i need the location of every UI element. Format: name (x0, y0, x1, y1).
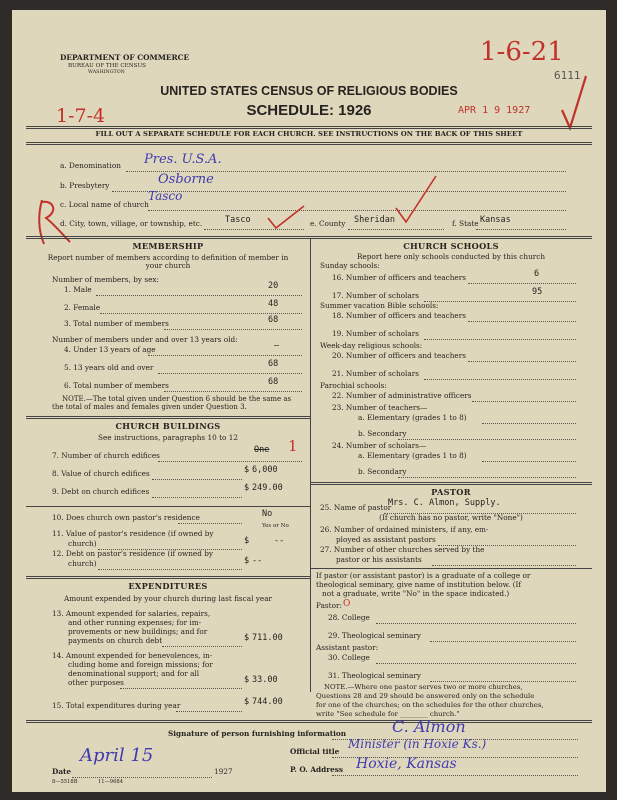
q10-line (178, 523, 242, 524)
q10-label: 10. Does church own pastor's residence (52, 513, 200, 522)
county-label: e. County (310, 219, 346, 228)
city-label: d. City, town, village, or township, etc. (60, 219, 203, 228)
q17-label: 17. Number of scholars (332, 291, 419, 300)
q31-line (430, 681, 576, 682)
form-number-2: 11—9684 (98, 779, 123, 785)
q18-line (468, 321, 576, 322)
q27-label-a: 27. Number of other churches served by the (320, 545, 485, 554)
official-title-label: Official title (290, 747, 340, 756)
membership-note: NOTE.—The total given under Question 6 should be the same as the total of males and females given under Question 3. (52, 395, 292, 412)
q28-line (376, 623, 576, 624)
q2-line (100, 313, 302, 314)
vacation-label: Summer vacation Bible schools: (320, 301, 439, 310)
expenditures-title: EXPENDITURES (128, 581, 208, 591)
q12-line (98, 569, 242, 570)
note-line1: NOTE.—Where one pastor serves two or more churches, (324, 683, 523, 691)
q4-value: — (274, 341, 280, 351)
q18-label: 18. Number of officers and teachers (332, 311, 466, 320)
q8-label: 8. Value of church edifices (52, 469, 150, 478)
q8-value: 6,000 (252, 465, 278, 475)
instruction-rule (26, 142, 592, 145)
q9-dollar: $ (244, 483, 250, 493)
q13-label-a: 13. Amount expended for salaries, repairs, (52, 609, 211, 618)
q6-line (164, 391, 302, 392)
presbytery-value: Osborne (158, 172, 214, 187)
q24a-line (482, 461, 576, 462)
yes-no-caption: Yes or No (262, 523, 289, 529)
header-rule (26, 126, 592, 129)
q3-line (164, 329, 302, 330)
church-name-line (148, 210, 566, 211)
address-label: P. O. Address (290, 765, 343, 774)
q12-value: -- (252, 556, 263, 566)
q27-line (432, 565, 576, 566)
buildings-title: CHURCH BUILDINGS (115, 421, 221, 431)
bureau-label: BUREAU OF THE CENSUS (68, 63, 147, 69)
q3-label: 3. Total number of members (64, 319, 169, 328)
q11-dollar: $ (244, 536, 250, 546)
denomination-value: Pres. U.S.A. (144, 152, 222, 167)
q5-value: 68 (268, 359, 279, 369)
church-name-value: Tasco (148, 189, 183, 203)
q8-dollar: $ (244, 465, 250, 475)
q11-value: -- (274, 536, 285, 546)
form-number: 8—5518B (52, 779, 78, 785)
q12-dollar: $ (244, 556, 250, 566)
buildings-see: See instructions, paragraphs 10 to 12 (97, 433, 239, 442)
date-label: Date (52, 767, 72, 776)
date-value: April 15 (80, 745, 154, 766)
q3-value: 68 (268, 315, 279, 325)
code-top-handwritten: 1-6-21 (480, 37, 564, 67)
q24-label: 24. Number of scholars— (332, 441, 427, 450)
pastor-rule (310, 482, 592, 485)
q14-label-a: 14. Amount expended for benevolences, in- (52, 651, 213, 660)
q6-label: 6. Total number of members (64, 381, 169, 390)
membership-intro: Report number of members according to definition of member in your church (47, 253, 289, 271)
official-title-value: Minister (in Hoxie Ks.) (348, 737, 487, 751)
q4-label: 4. Under 13 years of age (64, 345, 156, 354)
q30-label: 30. College (328, 653, 370, 662)
q9-value: 249.00 (252, 483, 283, 493)
address-value: Hoxie, Kansas (356, 756, 457, 772)
q28-label: 28. College (328, 613, 370, 622)
pastor-res-rule (26, 506, 310, 507)
q19-label: 19. Number of scholars (332, 329, 419, 338)
note-line3: for one of the churches; on the schedules for the other churches, (316, 701, 544, 709)
q15-label: 15. Total expenditures during year (52, 701, 181, 710)
census-schedule-document (12, 10, 606, 792)
city-value: Tasco (225, 215, 251, 225)
assistant-label: Assistant pastor: (316, 643, 379, 652)
expenditures-rule (26, 576, 310, 579)
form-title: UNITED STATES CENSUS OF RELIGIOUS BODIES (160, 84, 458, 98)
note-line2: Questions 28 and 29 should be answered only on the schedule (316, 692, 535, 700)
q13-label-c: provements or new buildings; and for (68, 627, 208, 636)
graduate-rule (310, 568, 592, 569)
q13-label-b: and other running expenses; for im- (68, 618, 202, 627)
church-name-label: c. Local name of church (60, 200, 149, 209)
q23a-line (482, 423, 576, 424)
column-divider (310, 239, 311, 692)
department-label: DEPARTMENT OF COMMERCE (60, 53, 190, 62)
pastor-title: PASTOR (431, 487, 471, 497)
date-year: 1927 (214, 767, 233, 776)
q21-line (424, 379, 576, 380)
q30-line (376, 663, 576, 664)
q26-label-a: 26. Number of ordained ministers, if any, em- (320, 525, 489, 534)
q20-line (468, 361, 576, 362)
q9-line (152, 497, 242, 498)
q31-label: 31. Theological seminary (328, 671, 421, 680)
q14-label-b: cluding home and foreign missions; for (68, 660, 213, 669)
members-by-sex-label: Number of members, by sex: (52, 275, 159, 284)
q7-label: 7. Number of church edifices (52, 451, 160, 460)
city-label: WASHINGTON (88, 70, 125, 75)
q10-value: No (262, 509, 273, 519)
q9-label: 9. Debt on church edifices (52, 487, 150, 496)
q23b-line (398, 439, 576, 440)
q4-line (148, 355, 302, 356)
q2-value: 48 (268, 299, 279, 309)
q29-line (430, 641, 576, 642)
q12-label-a: 12. Debt on pastor's residence (if owned by (52, 549, 214, 558)
q19-line (424, 339, 576, 340)
q5-line (158, 373, 302, 374)
buildings-rule (26, 416, 310, 419)
q21-label: 21. Number of scholars (332, 369, 419, 378)
check-mark (560, 74, 590, 134)
q1-value: 20 (268, 281, 279, 291)
red-check-mark (392, 174, 442, 224)
expenditures-intro: Amount expended by your church during last fiscal year (63, 594, 273, 603)
q25-note: (If church has no pastor, write "None") (379, 513, 523, 522)
q29-label: 29. Theological seminary (328, 631, 421, 640)
signature-value: C. Almon (392, 717, 466, 736)
state-value: Kansas (480, 215, 511, 225)
q15-line (176, 711, 242, 712)
pastor-label: Pastor: (316, 601, 342, 610)
received-stamp: APR 1 9 1927 (458, 105, 531, 116)
q11-label-b: church) (68, 539, 97, 548)
q20-label: 20. Number of officers and teachers (332, 351, 466, 360)
q22-line (472, 401, 576, 402)
pastor-value: O (343, 599, 351, 609)
q7-line (158, 461, 302, 462)
q14-value: 33.00 (252, 675, 278, 685)
grad-line2: theological seminary, give name of institution below. (If (316, 580, 522, 589)
code-left-handwritten: 1-7-4 (56, 105, 106, 127)
grad-line3: not a graduate, write "No" in the space indicated.) (322, 589, 510, 598)
q25-label: 25. Name of pastor (320, 503, 392, 512)
date-line (72, 777, 212, 778)
weekday-label: Week-day religious schools: (320, 341, 423, 350)
q25-value: Mrs. C. Almon, Supply. (388, 498, 501, 508)
q17-line (424, 301, 576, 302)
q12-label-b: church) (68, 559, 97, 568)
county-value: Sheridan (354, 215, 395, 225)
grad-line1: If pastor (or assistant pastor) is a graduate of a college or (316, 571, 531, 580)
note-line4: write "See schedule for ________ church." (316, 710, 460, 718)
q24b-line (398, 477, 576, 478)
q24b-label: b. Secondary (358, 467, 407, 476)
state-label: f. State (452, 219, 479, 228)
q1-label: 1. Male (64, 285, 92, 294)
q13-value: 711.00 (252, 633, 283, 643)
q14-dollar: $ (244, 675, 250, 685)
q14-line (120, 688, 242, 689)
q17-value: 95 (532, 287, 543, 297)
q15-value: 744.00 (252, 697, 283, 707)
q23b-label: b. Secondary (358, 429, 407, 438)
instruction-line: FILL OUT A SEPARATE SCHEDULE FOR EACH CHURCH. SEE INSTRUCTIONS ON THE BACK OF THIS SHEET (95, 130, 523, 138)
parochial-label: Parochial schools: (320, 381, 387, 390)
q24a-label: a. Elementary (grades 1 to 8) (358, 451, 467, 460)
q1-line (96, 295, 302, 296)
q5-label: 5. 13 years old and over (64, 363, 154, 372)
q6-value: 68 (268, 377, 279, 387)
q13-dollar: $ (244, 633, 250, 643)
q14-label-c: denominational support; and for all (68, 669, 200, 678)
red-tick-mark (264, 204, 314, 234)
q14-label-d: other purposes (68, 678, 124, 687)
form-subtitle: SCHEDULE: 1926 (246, 102, 372, 119)
q13-label-d: payments on church debt (68, 636, 163, 645)
q15-dollar: $ (244, 697, 250, 707)
q16-label: 16. Number of officers and teachers (332, 273, 466, 282)
q2-label: 2. Female (64, 303, 101, 312)
q27-label-b: pastor or his assistants (336, 555, 422, 564)
q16-value: 6 (534, 269, 540, 279)
q11-label-a: 11. Value of pastor's residence (if owned by (52, 529, 214, 538)
age-intro-label: Number of members under and over 13 years old: (52, 335, 238, 344)
q26-label-b: ployed as assistant pastors (336, 535, 436, 544)
q23-label: 23. Number of teachers— (332, 403, 428, 412)
footer-rule (26, 720, 592, 723)
sunday-label: Sunday schools: (320, 261, 380, 270)
section-divider (26, 236, 592, 239)
denomination-label: a. Denomination (60, 161, 121, 170)
signature-label: Signature of person furnishing information (168, 729, 347, 738)
schedule-number: 6111 (554, 69, 581, 82)
membership-title: MEMBERSHIP (132, 241, 204, 251)
q22-label: 22. Number of administrative officers (332, 391, 472, 400)
schools-title: CHURCH SCHOOLS (403, 241, 499, 251)
q16-line (468, 283, 576, 284)
q7-correction: 1 (288, 437, 298, 455)
q23a-label: a. Elementary (grades 1 to 8) (358, 413, 467, 422)
state-line (476, 229, 566, 230)
address-line (332, 775, 578, 776)
schools-intro: Report here only schools conducted by this church (356, 252, 546, 261)
q13-line (162, 646, 242, 647)
presbytery-label: b. Presbytery (60, 181, 110, 190)
q8-line (152, 479, 242, 480)
county-line (348, 229, 444, 230)
q7-value: One (254, 445, 270, 455)
